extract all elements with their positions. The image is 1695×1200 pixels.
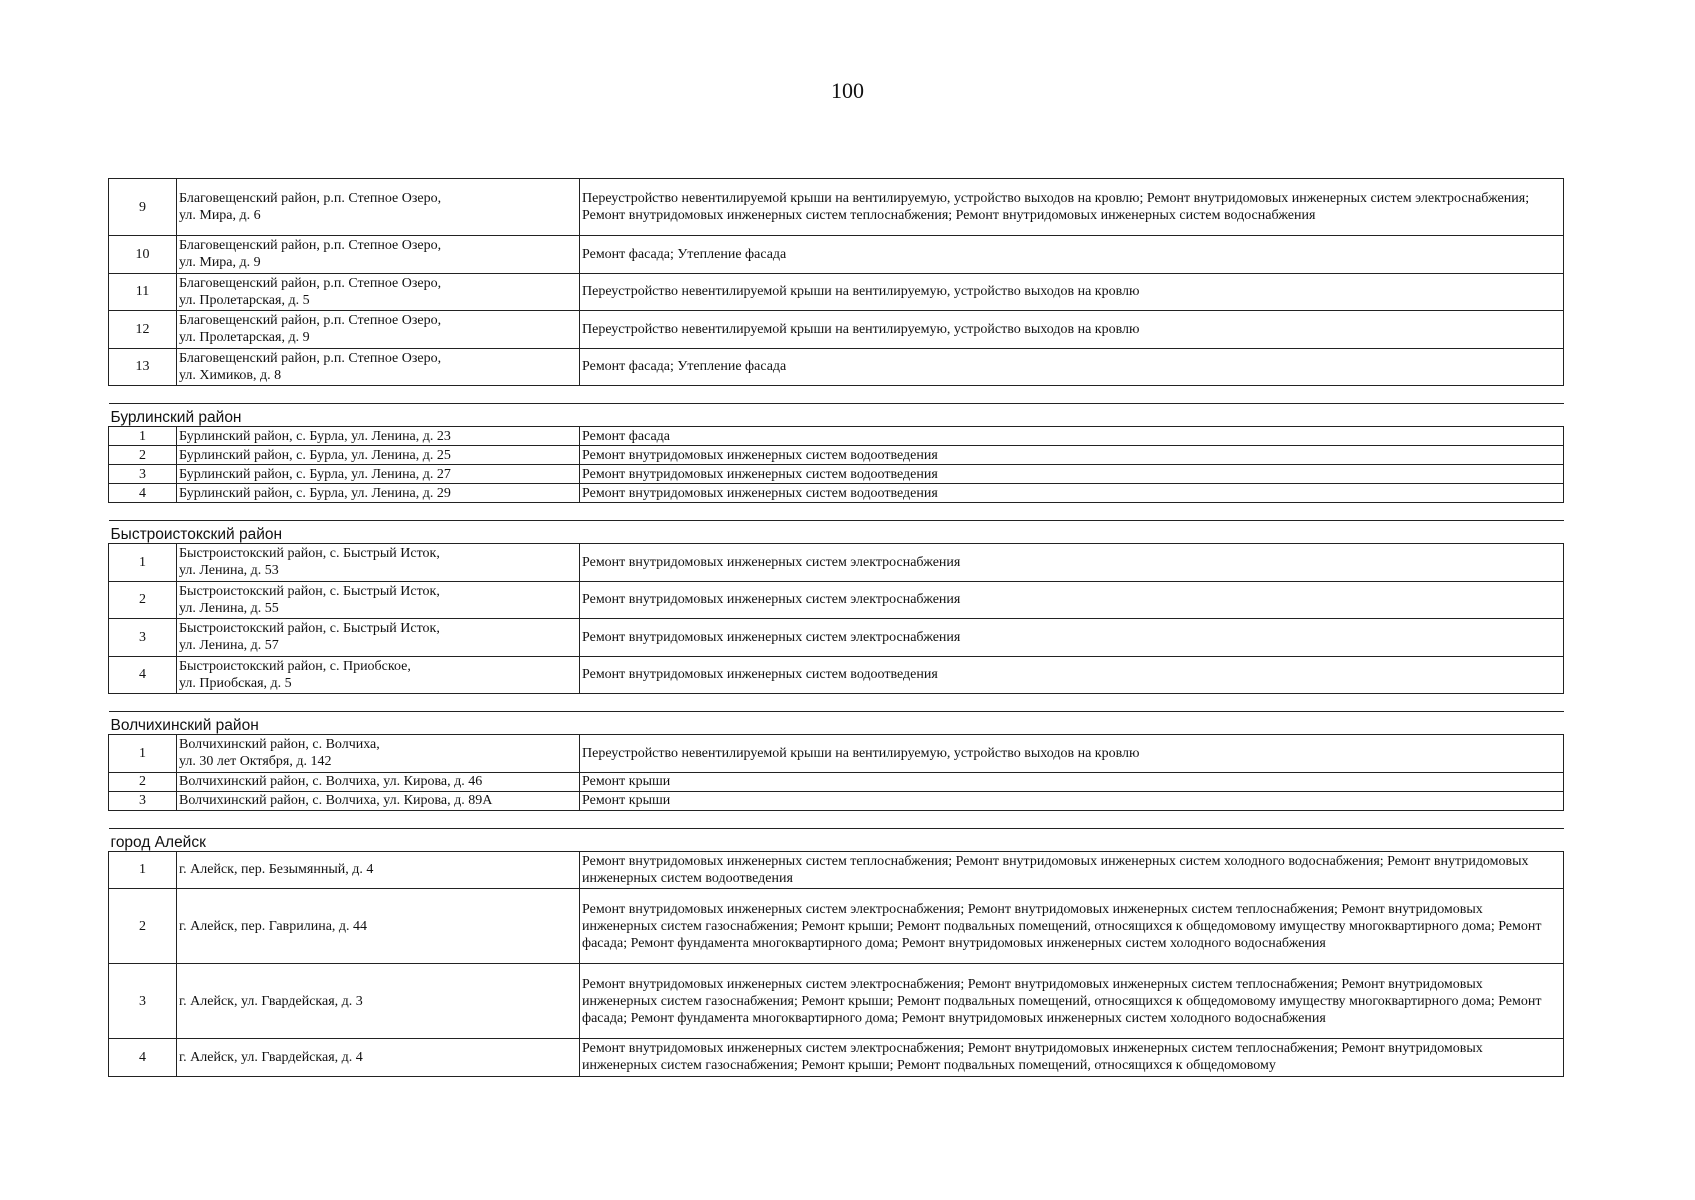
row-works: Ремонт фасада; Утепление фасада [580, 236, 1564, 274]
row-address: Быстроистокский район, с. Быстрый Исток, ул. Ленина, д. 57 [177, 619, 580, 657]
row-works: Ремонт внутридомовых инженерных систем водоотведения [580, 446, 1564, 465]
table-row [109, 544, 1564, 582]
row-address: Волчихинский район, с. Волчиха, ул. Кирова, д. 46 [177, 772, 580, 791]
row-works: Ремонт внутридомовых инженерных систем теплоснабжения; Ремонт внутридомовых инженерных систем холодного водоснабжения; Ремонт внутридомовых инженерных систем водоотведения [580, 851, 1564, 889]
spacer-row [109, 810, 1564, 828]
district-header-row [109, 521, 1564, 544]
row-works: Ремонт внутридомовых инженерных систем водоотведения [580, 465, 1564, 484]
row-works: Переустройство невентилируемой крыши на вентилируемую, устройство выходов на кровлю [580, 273, 1564, 311]
row-works: Ремонт внутридомовых инженерных систем электроснабжения [580, 581, 1564, 619]
row-address: Быстроистокский район, с. Приобское, ул. Приобская, д. 5 [177, 656, 580, 694]
spacer-row [109, 386, 1564, 404]
district-header: Волчихинский район [109, 712, 1564, 735]
row-works: Ремонт фасада; Утепление фасада [580, 348, 1564, 386]
table-row [109, 427, 1564, 446]
row-number: 2 [109, 772, 177, 791]
row-number: 3 [109, 964, 177, 1039]
repair-works-table [108, 178, 1564, 1077]
table-row [109, 851, 1564, 889]
row-works: Ремонт внутридомовых инженерных систем электроснабжения; Ремонт внутридомовых инженерных систем теплоснабжения; Ремонт внутридомовых инженерных систем газоснабжения; Ремонт крыши; Ремонт подвальных помещений, относящихся к общедомовому имуществу многоквартирного дома; Ремонт фасада; Ремонт фундамента многоквартирного дома; Ремонт внутридомовых инженерных систем холодного водоснабжения [580, 964, 1564, 1039]
row-address: Бурлинский район, с. Бурла, ул. Ленина, д. 25 [177, 446, 580, 465]
row-works: Ремонт внутридомовых инженерных систем водоотведения [580, 656, 1564, 694]
row-number: 2 [109, 581, 177, 619]
row-number: 1 [109, 427, 177, 446]
row-works: Ремонт внутридомовых инженерных систем электроснабжения [580, 544, 1564, 582]
row-works: Ремонт крыши [580, 772, 1564, 791]
table-row [109, 964, 1564, 1039]
row-address: г. Алейск, ул. Гвардейская, д. 3 [177, 964, 580, 1039]
district-header: город Алейск [109, 828, 1564, 851]
table-row [109, 311, 1564, 349]
table-row [109, 581, 1564, 619]
row-works: Ремонт фасада [580, 427, 1564, 446]
table-row [109, 179, 1564, 236]
row-works: Переустройство невентилируемой крыши на вентилируемую, устройство выходов на кровлю; Ремонт внутридомовых инженерных систем электроснабжения; Ремонт внутридомовых инженерных систем теплоснабжения; Ремонт внутридомовых инженерных систем водоснабжения [580, 179, 1564, 236]
table-row [109, 791, 1564, 810]
row-address: Бурлинский район, с. Бурла, ул. Ленина, д. 27 [177, 465, 580, 484]
row-address: Быстроистокский район, с. Быстрый Исток, ул. Ленина, д. 55 [177, 581, 580, 619]
district-header: Быстроистокский район [109, 521, 1564, 544]
row-address: Благовещенский район, р.п. Степное Озеро, ул. Пролетарская, д. 9 [177, 311, 580, 349]
row-address: г. Алейск, пер. Безымянный, д. 4 [177, 851, 580, 889]
row-address: Волчихинский район, с. Волчиха, ул. Кирова, д. 89А [177, 791, 580, 810]
row-number: 11 [109, 273, 177, 311]
spacer-cell [109, 386, 1564, 404]
district-header: Бурлинский район [109, 404, 1564, 427]
row-number: 3 [109, 465, 177, 484]
table-row [109, 236, 1564, 274]
row-address: Бурлинский район, с. Бурла, ул. Ленина, д. 29 [177, 484, 580, 503]
row-works: Ремонт внутридомовых инженерных систем электроснабжения; Ремонт внутридомовых инженерных систем теплоснабжения; Ремонт внутридомовых инженерных систем газоснабжения; Ремонт крыши; Ремонт подвальных помещений, относящихся к общедомовому имуществу многоквартирного дома; Ремонт фасада; Ремонт фундамента многоквартирного дома; Ремонт внутридомовых инженерных систем холодного водоснабжения [580, 889, 1564, 964]
row-works: Ремонт внутридомовых инженерных систем электроснабжения [580, 619, 1564, 657]
row-number: 4 [109, 1039, 177, 1077]
spacer-cell [109, 694, 1564, 712]
row-address: Благовещенский район, р.п. Степное Озеро, ул. Химиков, д. 8 [177, 348, 580, 386]
table-row [109, 772, 1564, 791]
row-works: Ремонт внутридомовых инженерных систем электроснабжения; Ремонт внутридомовых инженерных систем теплоснабжения; Ремонт внутридомовых инженерных систем газоснабжения; Ремонт крыши; Ремонт подвальных помещений, относящихся к общедомовому [580, 1039, 1564, 1077]
row-number: 1 [109, 544, 177, 582]
table-row [109, 656, 1564, 694]
row-number: 9 [109, 179, 177, 236]
row-number: 3 [109, 791, 177, 810]
row-works: Переустройство невентилируемой крыши на вентилируемую, устройство выходов на кровлю [580, 735, 1564, 773]
row-address: Быстроистокский район, с. Быстрый Исток, ул. Ленина, д. 53 [177, 544, 580, 582]
row-works: Переустройство невентилируемой крыши на вентилируемую, устройство выходов на кровлю [580, 311, 1564, 349]
row-address: Благовещенский район, р.п. Степное Озеро, ул. Мира, д. 9 [177, 236, 580, 274]
row-works: Ремонт внутридомовых инженерных систем водоотведения [580, 484, 1564, 503]
row-address: Благовещенский район, р.п. Степное Озеро, ул. Пролетарская, д. 5 [177, 273, 580, 311]
spacer-cell [109, 810, 1564, 828]
table-row [109, 735, 1564, 773]
table-row [109, 484, 1564, 503]
table-row [109, 465, 1564, 484]
district-header-row [109, 712, 1564, 735]
row-address: Благовещенский район, р.п. Степное Озеро, ул. Мира, д. 6 [177, 179, 580, 236]
row-number: 12 [109, 311, 177, 349]
page-number: 100 [831, 78, 864, 103]
row-number: 10 [109, 236, 177, 274]
spacer-row [109, 694, 1564, 712]
row-number: 13 [109, 348, 177, 386]
row-number: 2 [109, 889, 177, 964]
row-address: Бурлинский район, с. Бурла, ул. Ленина, д. 23 [177, 427, 580, 446]
district-header-row [109, 404, 1564, 427]
table-row [109, 619, 1564, 657]
row-address: г. Алейск, пер. Гаврилина, д. 44 [177, 889, 580, 964]
spacer-row [109, 503, 1564, 521]
table-row [109, 446, 1564, 465]
row-address: Волчихинский район, с. Волчиха, ул. 30 лет Октября, д. 142 [177, 735, 580, 773]
row-number: 3 [109, 619, 177, 657]
row-address: г. Алейск, ул. Гвардейская, д. 4 [177, 1039, 580, 1077]
spacer-cell [109, 503, 1564, 521]
row-number: 2 [109, 446, 177, 465]
row-number: 1 [109, 851, 177, 889]
table-row [109, 1039, 1564, 1077]
row-works: Ремонт крыши [580, 791, 1564, 810]
table-row [109, 348, 1564, 386]
table-row [109, 889, 1564, 964]
row-number: 4 [109, 656, 177, 694]
table-row [109, 273, 1564, 311]
district-header-row [109, 828, 1564, 851]
row-number: 4 [109, 484, 177, 503]
row-number: 1 [109, 735, 177, 773]
